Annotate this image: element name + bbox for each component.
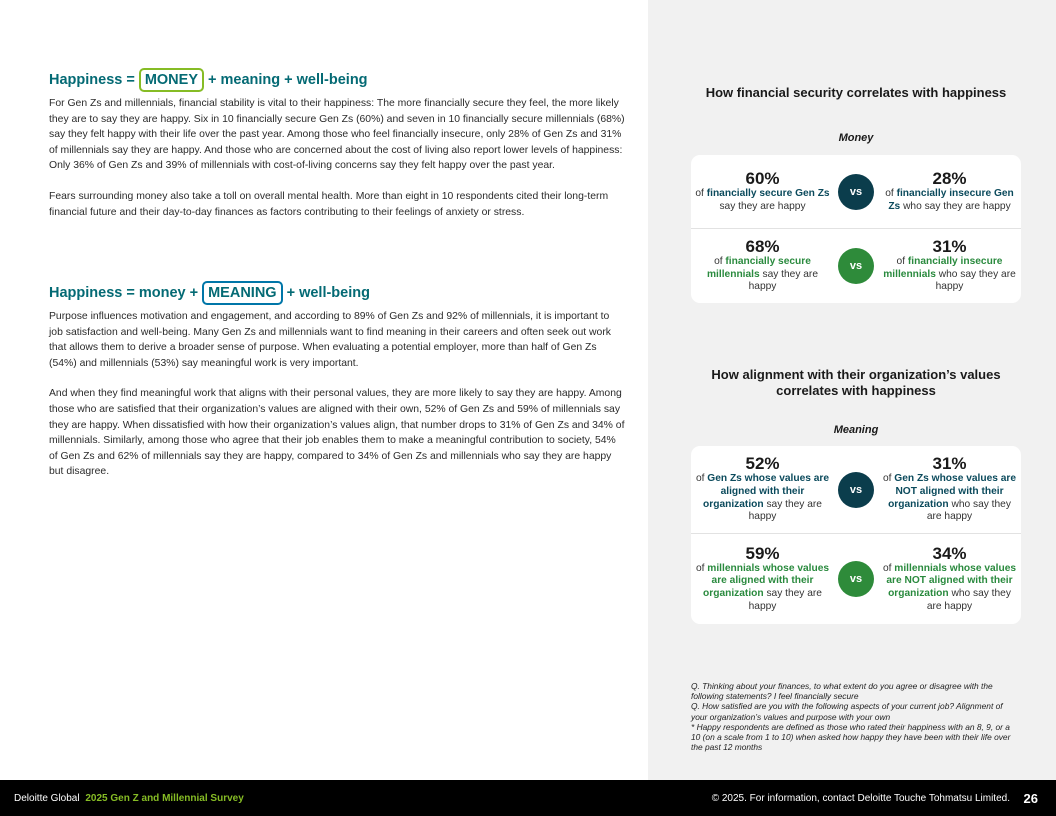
survey-notes xyxy=(691,681,1021,752)
stat-right xyxy=(878,170,1021,213)
stat-percent: 34% xyxy=(932,543,967,563)
money-heading xyxy=(49,68,625,92)
stat-right xyxy=(878,545,1021,613)
note-3: * Happy respondents are defined as those who rated their happiness with an 8, 9, or a 10 (on a scale from 1 to 10) when asked how happy they have been with their life over the past 12 months xyxy=(691,721,1011,753)
money-section xyxy=(49,68,625,220)
stat-suffix: say they are happy xyxy=(748,268,818,293)
stat-prefix: of xyxy=(695,187,704,199)
vs-badge: vs xyxy=(838,174,874,210)
footer-copyright: © 2025. For information, contact Deloitte Touche Tohmatsu Limited. xyxy=(711,792,1010,804)
stat-suffix: say they are happy xyxy=(748,588,822,612)
stat-left xyxy=(691,170,834,213)
stat-prefix: of xyxy=(885,187,894,199)
stat-suffix: who say they are happy xyxy=(926,588,1011,612)
stat-group: financially secure Gen Zs xyxy=(706,187,830,199)
note-1: Q. Thinking about your finances, to what extent do you agree or disagree with the following statements? I feel financially secure xyxy=(691,681,993,702)
meaning-heading xyxy=(49,281,625,305)
vs-badge: vs xyxy=(838,561,874,597)
meaning-comparison-card xyxy=(691,446,1021,624)
stat-percent: 31% xyxy=(932,237,967,257)
stat-group: Gen Zs whose values are aligned with their organization xyxy=(703,473,830,510)
meaning-row-genz xyxy=(691,446,1021,533)
money-heading-suffix: + meaning + well-being xyxy=(208,72,368,88)
stat-suffix: who say they are happy xyxy=(926,498,1011,523)
stat-group: financially insecure millennials xyxy=(883,256,1003,280)
money-chart-subtitle: Money xyxy=(838,132,874,144)
money-row-millennials xyxy=(691,228,1021,303)
stat-percent: 28% xyxy=(932,168,967,188)
stat-percent: 59% xyxy=(745,543,780,563)
meaning-paragraph-1: Purpose influences motivation and engagement, and according to 89% of Gen Zs and 92% of millennials, it is important to job satisfaction and well-being. Many Gen Zs and millennials want to find meaning in their careers and often seek out work that allows them to derive a broader sense of purpose. When evaluating a potential employer, more than half of Gen Zs (54%) and millennials (53%) say meaningful work is very important. xyxy=(49,311,611,369)
stat-left xyxy=(691,545,834,613)
money-paragraph-1: For Gen Zs and millennials, financial stability is vital to their happiness: The more financially secure they feel, the more likely they are to say they are happy. Six in 10 financially secure Gen Zs (60%) and seven in 10 financially secure millennials (68%) say they felt happy with their life over the past year. Among those who feel financially insecure, only 28% of Gen Zs and 31% of millennials say they are happy. And those who are concerned about the cost of living also report lower levels of happiness: Only 36% of Gen Zs and 39% of millennials with cost-of-living concerns say they felt happy over the past year. xyxy=(49,98,625,172)
stat-group: millennials whose values are aligned with their organization xyxy=(703,562,830,599)
stat-group: financially secure millennials xyxy=(707,256,811,280)
stat-prefix: of xyxy=(882,473,892,485)
stat-group: millennials whose values are NOT aligned with their organization xyxy=(886,562,1017,599)
page-footer xyxy=(0,780,1056,816)
meaning-heading-prefix: Happiness = money + xyxy=(49,285,199,301)
meaning-section xyxy=(49,281,625,480)
stat-right xyxy=(878,238,1021,294)
stat-left xyxy=(691,455,834,523)
meaning-keyword-box: MEANING xyxy=(202,281,282,305)
stat-prefix: of xyxy=(896,256,906,268)
stat-suffix: say they are happy xyxy=(748,498,822,523)
stat-prefix: of xyxy=(695,473,705,485)
stat-percent: 52% xyxy=(745,454,780,474)
page-number: 26 xyxy=(1023,790,1038,806)
note-2: Q. How satisfied are you with the following aspects of your current job? Alignment of your organization’s values and purpose with your own xyxy=(691,701,1003,722)
money-heading-prefix: Happiness = xyxy=(49,72,135,88)
meaning-heading-suffix: + well-being xyxy=(286,285,370,301)
money-chart-title: How financial security correlates with happiness xyxy=(705,85,1007,100)
stat-group: Gen Zs whose values are NOT aligned with their organization xyxy=(888,473,1017,510)
stat-percent: 31% xyxy=(932,454,967,474)
vs-badge: vs xyxy=(838,248,874,284)
stat-right xyxy=(878,455,1021,523)
footer-survey-name: 2025 Gen Z and Millennial Survey xyxy=(85,792,244,804)
stat-suffix: who say they are happy xyxy=(935,268,1016,293)
stat-percent: 60% xyxy=(745,168,780,188)
stat-prefix: of xyxy=(714,256,723,268)
meaning-paragraph-2: And when they find meaningful work that aligns with their personal values, they are more likely to say they are happy. Among those who are satisfied that their organization’s values are aligned with their own, 52% of Gen Zs and 59% of millennials say they are happy. When dissatisfied with how their organization’s values align, that number drops to 31% of Gen Zs and 34% of millennials. Similarly, among those who agree that their job enables them to make a meaningful contribution to society, 54% of Gen Zs and 62% of millennials say they are happy, compared to 34% of Gen Zs and millennials who say they are happy but disagree. xyxy=(49,388,625,478)
meaning-row-millennials xyxy=(691,533,1021,624)
stat-suffix: say they are happy xyxy=(719,200,806,212)
stat-group: financially insecure Gen Zs xyxy=(888,187,1014,212)
stat-prefix: of xyxy=(882,562,892,574)
money-paragraph-2: Fears surrounding money also take a toll on overall mental health. More than eight in 10 respondents cited their long-term financial future and their day-to-day finances as factors contributing to their feelings of anxiety or stress. xyxy=(49,190,609,218)
footer-brand xyxy=(14,793,244,804)
stat-left xyxy=(691,238,834,294)
money-keyword-box: MONEY xyxy=(139,68,204,92)
meaning-chart-subtitle: Meaning xyxy=(833,424,879,436)
meaning-chart-title: How alignment with their organization’s values correlates with happiness xyxy=(711,367,1001,398)
money-row-genz xyxy=(691,155,1021,228)
stat-percent: 68% xyxy=(745,237,780,257)
stat-prefix: of xyxy=(695,562,705,574)
footer-brand-name: Deloitte Global xyxy=(14,792,80,804)
stat-suffix: who say they are happy xyxy=(903,200,1011,212)
money-comparison-card xyxy=(691,155,1021,303)
vs-badge: vs xyxy=(838,472,874,508)
